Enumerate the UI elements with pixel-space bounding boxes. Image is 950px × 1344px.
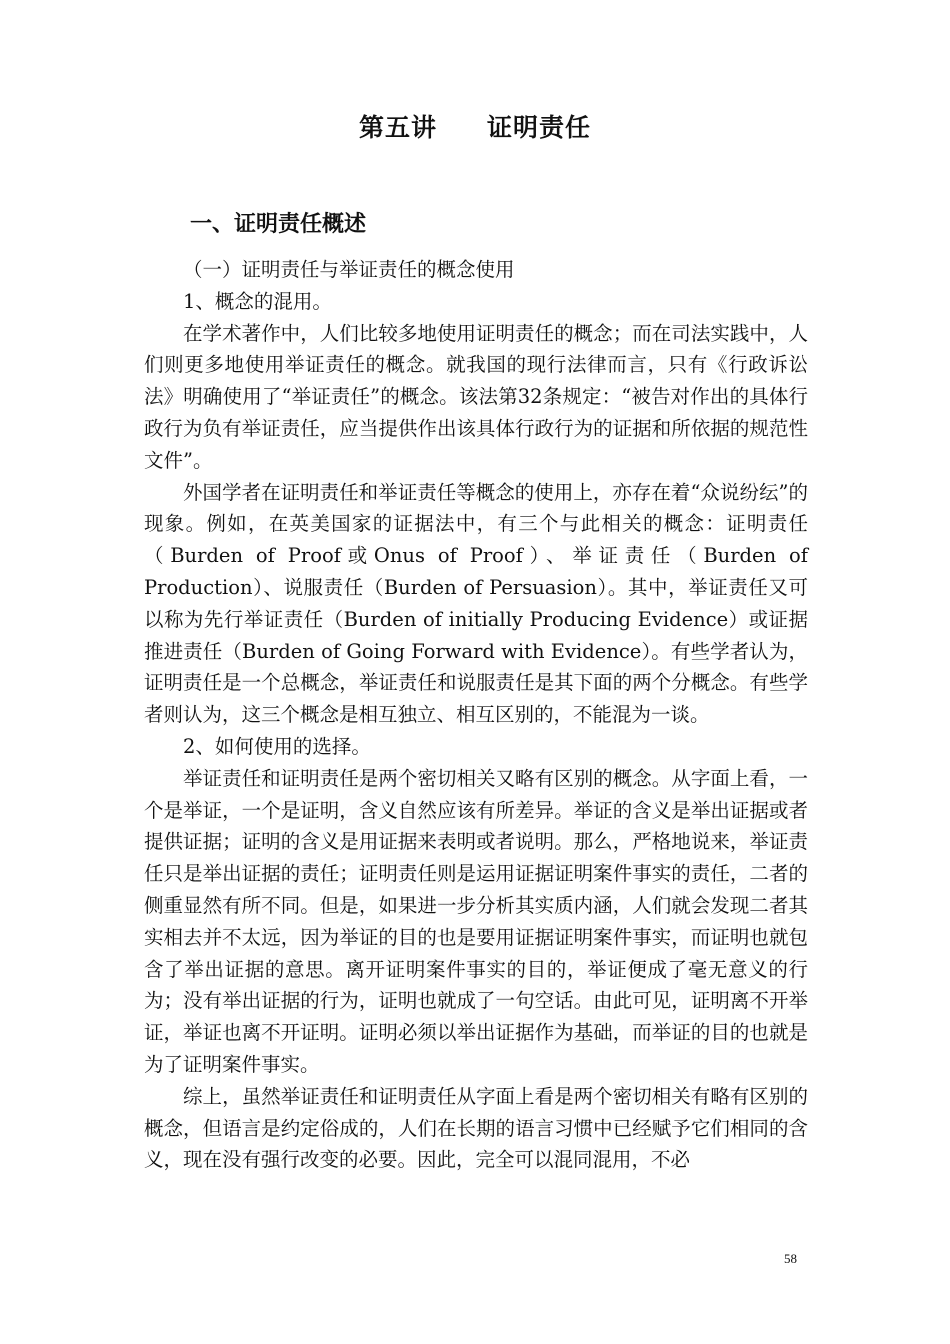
paragraph: 综上，虽然举证责任和证明责任从字面上看是两个密切相关有略有区别的概念，但语言是约定俗成的，人们在长期的语言习惯中已经赋予它们相同的含义，现在没有强行改变的必要。因此，完全可以混同混用，不必 [144,1084,808,1172]
lecture-number: 第五讲 [358,113,437,142]
body-text [144,254,808,1176]
section-heading: 一、证明责任概述 [190,212,367,237]
item-heading: 2、如何使用的选择。 [183,734,371,758]
page-title [0,108,950,144]
lecture-topic: 证明责任 [487,113,592,142]
paragraph: 在学术著作中，人们比较多地使用证明责任的概念；而在司法实践中，人们则更多地使用举证责任的概念。就我国的现行法律而言，只有《行政诉讼法》明确使用了“举证责任”的概念。该法第32条规定：“被告对作出的具体行政行为负有举证责任，应当提供作出该具体行政行为的证据和所依据的规范性文件”。 [144,321,808,472]
paragraph: 外国学者在证明责任和举证责任等概念的使用上，亦存在着“众说纷纭”的现象。例如，在英美国家的证据法中，有三个与此相关的概念：证明责任（Burden of Proof或Onus of Proof）、举证责任（Burden of Production）、说服责任（Burden of Persuasion）。其中，举证责任又可以称为先行举证责任（Burden of initially Producing Evidence）或证据推进责任（Burden of Going Forward with Evidence）。有些学者认为，证明责任是一个总概念，举证责任和说服责任是其下面的两个分概念。有些学者则认为，这三个概念是相互独立、相互区别的，不能混为一谈。 [144,480,808,727]
item-heading: 1、概念的混用。 [183,289,332,313]
page-number: 58 [784,1251,797,1266]
subsection-heading: （一）证明责任与举证责任的概念使用 [183,258,515,281]
paragraph: 举证责任和证明责任是两个密切相关又略有区别的概念。从字面上看，一个是举证，一个是证明，含义自然应该有所差异。举证的含义是举出证据或者提供证据；证明的含义是用证据来表明或者说明。那么，严格地说来，举证责任只是举出证据的责任；证明责任则是运用证据证明案件事实的责任，二者的侧重显然有所不同。但是，如果进一步分析其实质内涵，人们就会发现二者其实相去并不太远，因为举证的目的也是要用证据证明案件事实，而证明也就包含了举出证据的意思。离开证明案件事实的目的，举证便成了毫无意义的行为；没有举出证据的行为，证明也就成了一句空话。由此可见，证明离不开举证，举证也离不开证明。证明必须以举出证据作为基础，而举证的目的也就是为了证明案件事实。 [144,766,808,1076]
